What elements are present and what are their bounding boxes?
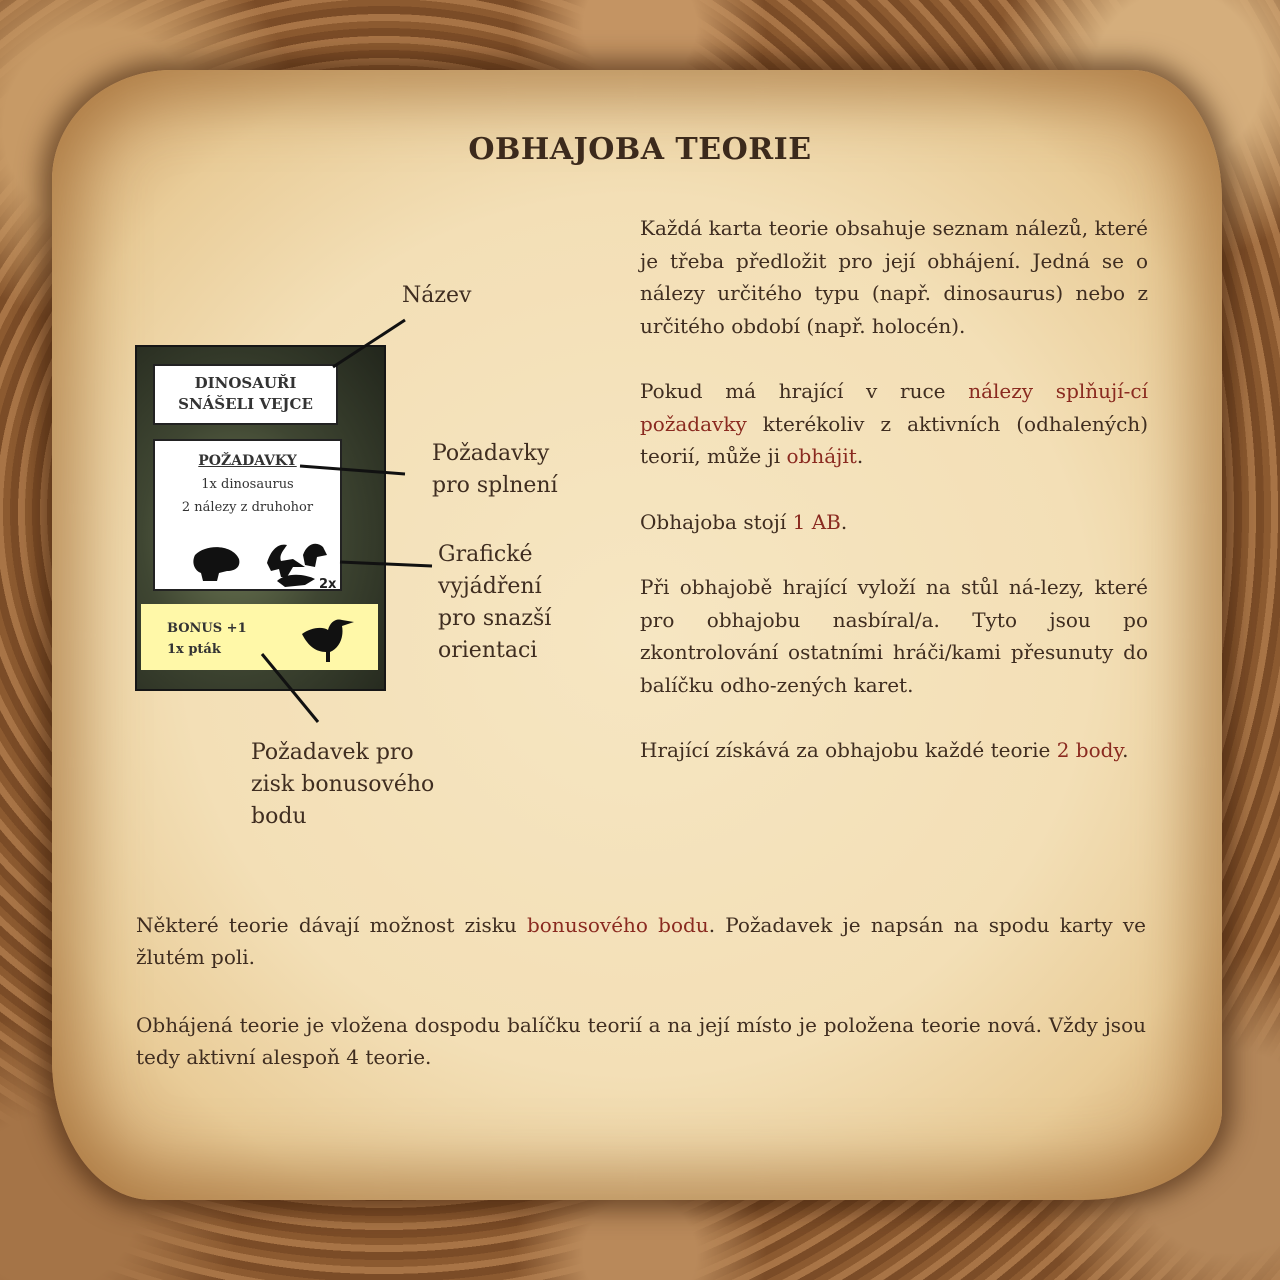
p2-highlight-requirements: nálezy splňují-cí požadavky (640, 379, 1148, 436)
label-requirements-line-1: Požadavky (432, 441, 550, 466)
b1-text-b: . Požadavek je napsán na spodu karty ve žlutém poli. (136, 913, 1146, 969)
rules-text-column (640, 212, 1148, 800)
paragraph-cost (640, 506, 1148, 539)
label-bonus-line-1: Požadavek pro (251, 740, 414, 765)
p3-highlight-cost: 1 AB (792, 509, 841, 534)
label-graphic (438, 539, 551, 667)
label-name: Název (402, 283, 472, 308)
label-graphic-line-3: pro snazší (438, 606, 552, 631)
b1-text-a: Některé teorie dávají možnost zisku (136, 913, 527, 937)
b1-highlight-bonus: bonusového bodu (526, 913, 709, 937)
label-bonus (251, 737, 434, 833)
card-bonus-line-1: BONUS +1 (167, 621, 247, 636)
callout-line-requirements (300, 466, 405, 474)
label-bonus-line-2: zisk bonusového (251, 772, 435, 797)
paragraph-defended-theory: Obhájená teorie je vložena dospodu balíčku teorií a na její místo je položena teorie nová. Vždy jsou tedy aktivní alespoň 4 teorie. (136, 1013, 1146, 1069)
p2-highlight-defend: obhájit (786, 444, 857, 468)
card-requirement-2: 2 nálezy z druhohor (181, 500, 314, 515)
card-requirement-1: 1x dinosaurus (201, 477, 294, 492)
p3-text-a: Obhajoba stojí (640, 509, 793, 534)
paragraph-defending (640, 375, 1148, 473)
paragraph-points (640, 734, 1148, 767)
paragraph-bonus-point (136, 909, 1146, 973)
p5-text-b: . (1122, 738, 1129, 762)
label-bonus-line-3: bodu (251, 804, 307, 829)
callout-line-bonus (262, 654, 318, 722)
page-title: OBHAJOBA TEORIE (468, 132, 812, 167)
card-multiplier: 2x (319, 577, 337, 592)
label-graphic-line-2: vyjádření (438, 574, 542, 599)
callout-line-name (333, 320, 405, 367)
paragraph-theory-card: Každá karta teorie obsahuje seznam nálezů, které je třeba předložit pro její obhájení. Jedná se o nálezy určitého typu (např. dinosaurus) nebo z určitého období (např. holocén). (640, 216, 1148, 338)
label-graphic-line-1: Grafické (438, 542, 533, 567)
p2-text-c: . (856, 444, 864, 468)
p5-highlight-points: 2 body (1056, 738, 1123, 762)
paragraph-procedure: Při obhajobě hrající vyloží na stůl ná-lezy, které pro obhajobu nasbíral/a. Tyto jsou po zkontrolování ostatními hráči/kami přesunuty do balíčku odho-zených karet. (640, 575, 1148, 697)
p2-text-b: kterékoliv z aktivních (odhalených) teorií, může ji (640, 411, 1148, 468)
label-graphic-line-4: orientaci (438, 638, 538, 663)
card-bonus-line-2: 1x pták (167, 642, 221, 657)
card-name-line-1: DINOSAUŘI (194, 374, 297, 392)
card-name-line-2: SNÁŠELI VEJCE (178, 395, 313, 413)
p2-text-a: Pokud má hrající v ruce (640, 379, 969, 403)
callout-line-graphic (340, 562, 432, 566)
card-requirements-heading: POŽADAVKY (198, 453, 297, 469)
label-requirements (432, 438, 558, 502)
p5-text-a: Hrající získává za obhajobu každé teorie (640, 738, 1057, 762)
label-requirements-line-2: pro splnení (432, 473, 558, 498)
p3-text-b: . (840, 509, 848, 534)
